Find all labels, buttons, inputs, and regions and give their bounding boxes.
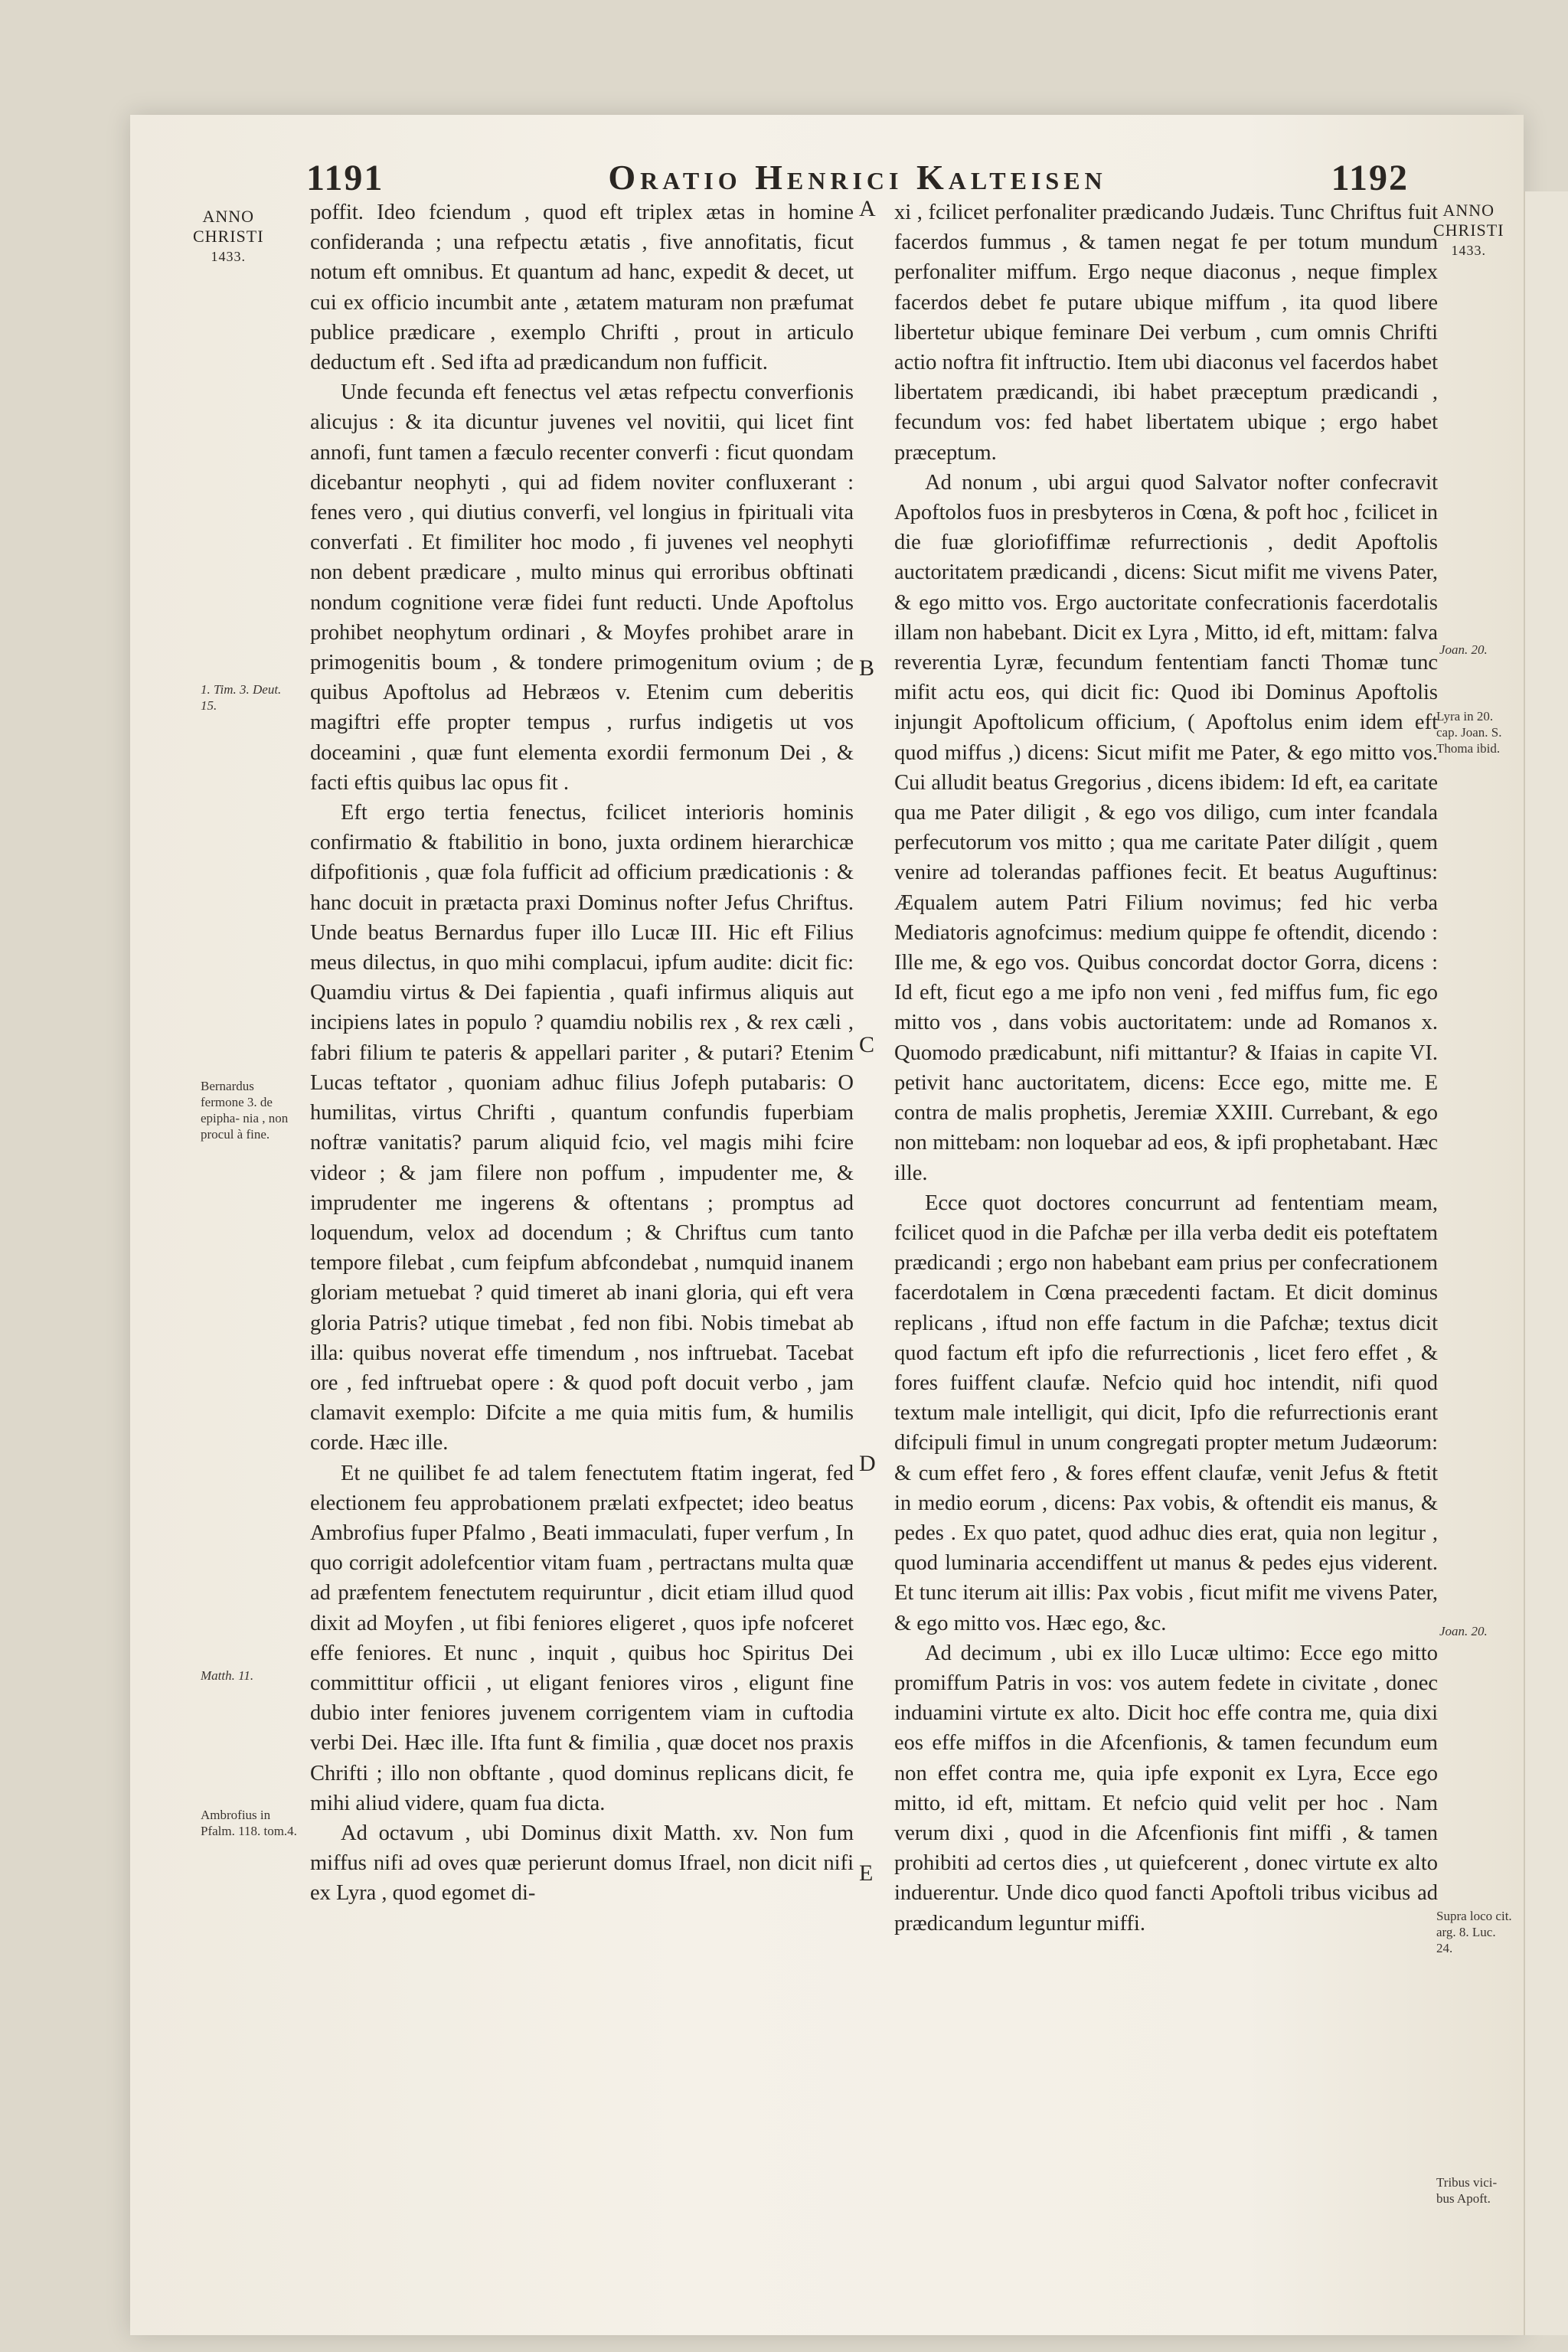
page-number-left: 1191 — [306, 158, 384, 198]
margin-note: Ambrofius in Pfalm. 118. tom.4. — [201, 1808, 297, 1838]
anno-year: 1433. — [211, 249, 247, 264]
margin-note: Joan. 20. — [1439, 642, 1488, 657]
anno-year: 1433. — [1451, 243, 1487, 258]
facing-page-edge — [1524, 191, 1568, 2335]
section-letter-c: C — [859, 1032, 875, 1057]
paragraph: xi , fcilicet perfonaliter prædicando Judæis. Tunc Chriftus fuit facerdos fummus , & tamen negat fe per totum mundum perfonaliter miffum. Ergo neque diaconus , neque fimplex facerdos debet fe putare ubique miffum , ita quod libere libertetur ubique feminare Dei verbum , cum omnis Chrifti actio noftra fit inftructio. Item ubi diaconus vel facerdos habet libertatem prædicandi, ibi habet præceptum prædicandi , fecundum vos: fed habet libertatem ubique ; ergo habet præceptum. — [894, 201, 1438, 465]
paragraph: Ecce quot doctores concurrunt ad fententiam meam, fcilicet quod in die Pafchæ per illa verba dedit eis poteftatem prædicandi ; ergo non habebant eam prius per confecrationem facerdotalem in Cœna præcedenti factam. Et dicit dominus replicans , iftud non effe factum in die Pafchæ; textus dicit quod factum eft ipfo die refurrectionis , licet fero effet , & fores fuiffent claufæ. Nefcio quid hoc intendit, nifi quod textum male intelligit, qui dicit, Ipfo die refurrectionis erant difcipuli fimul in unum congregati propter metum Judæorum: & cum effet fero , & fores effent claufæ, venit Jefus & ftetit in medio eorum , dicens: Pax vobis, & oftendit eis manus, & pedes . Ex quo patet, quod adhuc dies erat, quia non legitur , quod luminaria accendiffent ut manus & pedes ejus viderent. Et tunc iterum ait illis: Pax vobis , ficut mifit me vivens Pater, & ego mitto vos. Hæc ego, &c. — [894, 1191, 1438, 1635]
section-letter-e: E — [859, 1860, 874, 1886]
paragraph: Ad octavum , ubi Dominus dixit Matth. xv. Non fum miffus nifi ad oves quæ perierunt domus Ifrael, non dicit nifi ex Lyra , quod egomet di- — [310, 1821, 854, 1906]
section-letter-d: D — [859, 1451, 876, 1476]
margin-note: Joan. 20. — [1439, 1624, 1488, 1638]
text-column-right — [894, 198, 1438, 2249]
margin-note: Tribus vici- bus Apoft. — [1436, 2175, 1498, 2206]
text-column-left — [310, 198, 854, 2249]
paragraph: Eft ergo tertia fenectus, fcilicet interioris hominis confirmatio & ftabilitio in bono, juxta ordinem hierarchicæ difpofitionis , quæ fola fufficit ad officium prædicationis : & hanc docuit in prætacta praxi Dominus nofter Jefus Chriftus. Unde beatus Bernardus fuper illo Lucæ III. Hic eft Filius meus dilectus, in quo mihi complacui, ipfum audite: dicit fic: Quamdiu virtus & Dei fapientia , quafi infirmus aliquis aut incipiens lates in populo ? quamdiu nobilis rex , & rex cæli , fabri filium te pateris & appellari pariter , & putari? Etenim Lucas teftator , quoniam adhuc filius Jofeph putabaris: O humilitas, virtus Chrifti , quantum confundis fuperbiam noftræ vanitatis? parum aliquid fcio, vel magis mihi fcire videor ; & jam filere non poffum , impudenter me, & imprudenter me ingerens & oftentans ; promptus ad loquendum, velox ad docendum ; & Chriftus cum tanto tempore filebat , cum feipfum abfcondebat , numquid inanem gloriam metuebat ? quid timeret ab inani gloria, qui eft vera gloria Patris? utique timebat , fed non fibi. Nobis timebat ab illa: quibus noverat effe timendum , nos inftruebat. Tacebat ore , fed inftruebat opere : & quod poft docuit verbo , jam clamavit exemplo: Difcite a me quia mitis fum, & humilis corde. Hæc ille. — [310, 801, 854, 1455]
anno-label: ANNO — [202, 207, 255, 226]
page-number-right: 1192 — [1331, 158, 1409, 198]
margin-note: Bernardus fermone 3. de epipha- nia , non procul à fine. — [201, 1079, 289, 1142]
running-title: Oratio Henrici Kalteisen — [608, 158, 1107, 197]
section-letter-b: B — [859, 655, 875, 681]
paragraph: poffit. Ideo fciendum , quod eft triplex ætas in homine confideranda ; una refpectu ætatis , five annofitatis, ficut notum eft omnibus. Et quantum ad hanc, expedit & decet, ut cui ex officio incumbit ante , ætatem maturam non præfumat publice prædicare , exemplo Chrifti , prout in articulo deductum eft . Sed ifta ad prædicandum non fufficit. — [310, 201, 854, 375]
anno-christi-left — [193, 207, 264, 266]
anno-label: ANNO — [1442, 201, 1495, 220]
margin-note: Supra loco cit. arg. 8. Luc. 24. — [1436, 1909, 1512, 1955]
christi-label: CHRISTI — [1433, 220, 1504, 240]
paragraph: Ad decimum , ubi ex illo Lucæ ultimo: Ecce ego mitto promiffum Patris in vos: vos autem fedete in civitate , donec induamini virtute ex alto. Dicit hoc effe contra me, quia dixi eos effe miffos in die Afcenfionis, & tamen fecundum eum non effet contra me, quia ipfe exponit ex Lyra, Ecce ego mitto, id eft, mittam. Et nefcio quid velit per hoc . Nam verum dixi , quod in die Afcenfionis fint miffi , & tamen prohibiti ad certos dies , ut quiefcerent , donec virtute ex alto induerentur. Unde dico quod fancti Apoftoli tribus vicibus ad prædicandum leguntur miffi. — [894, 1641, 1438, 1936]
margin-note: Matth. 11. — [201, 1668, 254, 1683]
running-header — [306, 157, 1409, 203]
margin-note: Lyra in 20. cap. Joan. S. Thoma ibid. — [1436, 709, 1502, 756]
margin-note: 1. Tim. 3. Deut. 15. — [201, 682, 282, 713]
anno-christi-right — [1433, 201, 1504, 260]
paragraph: Et ne quilibet fe ad talem fenectutem ftatim ingerat, fed electionem feu approbationem prælati exfpectet; ideo beatus Ambrofius fuper Pfalmo , Beati immaculati, fuper verfum , In quo corrigit adolefcentior vitam fuam , pertractans multa quæ ad præfentem fenectutem requiruntur , dicit etiam illud quod dixit ad Moyfen , ut fibi feniores eligeret , quos ipfe nofceret effe feniores. Et nunc , inquit , quibus hoc Spiritus Dei committitur officii , ut eligant feniores viros , eligunt fine dubio inter feniores juvenem corrigentem viam in cuftodia verbi Dei. Hæc ille. Ifta funt & fimilia , quæ docet nos praxis Chrifti ; illo non obftante , quod dominus replicans dicit, fe mihi aliud videre, quam fua dicta. — [310, 1461, 854, 1815]
paragraph: Unde fecunda eft fenectus vel ætas refpectu converfionis alicujus : & ita dicuntur juvenes vel novitii, qui licet fint annofi, funt tamen a fæculo recenter converfi : ficut quondam dicebantur neophyti , qui ad fidem noviter confluxerant : fenes vero , qui diutius converfi, vel longius in fpirituali vita converfati . Et fimiliter hoc modo , fi juvenes vel neophyti non debent prædicare , multo minus qui erroribus obftinati nondum cognitione veræ fidei funt reducti. Unde Apoftolus prohibet neophytum ordinari , & Moyfes prohibet arare in primogenitis boum , & tondere primogenitum ovium ; de quibus Apoftolus ad Hebræos v. Etenim cum deberitis magiftri effe propter tempus , rurfus indigetis ut vos doceamini , quæ funt elementa exordii fermonum Dei , & facti eftis quibus lac opus fit . — [310, 381, 854, 795]
section-letter-a: A — [859, 196, 876, 221]
paragraph: Ad nonum , ubi argui quod Salvator nofter confecravit Apoftolos fuos in presbyteros in Cœna, & poft hoc , fcilicet in die fuæ gloriofiffimæ refurrectionis , dedit Apoftolis auctoritatem prædicandi , dicens: Sicut mifit me vivens Pater, & ego mitto vos. Ergo auctoritate confecrationis facerdotalis illam non habebant. Dicit ex Lyra , Mitto, id eft, mittam: falva reverentia Lyræ, fecundum fententiam fancti Thomæ tunc mifit actu eos, qui dicit fic: Quod ibi Dominus Apoftolis injungit Apoftolicum officium, ( Apoftolus enim idem eft quod miffus ,) dicens: Sicut mifit me Pater, & ego mitto vos. Cui alludit beatus Gregorius , dicens ibidem: Id eft, ea caritate qua me Pater diligit , & ego vos diligo, cum inter fcandala perfecutorum vos mitto ; qua me caritate Pater dilígit , quem venire ad tolerandas paffiones fecit. Et beatus Auguftinus: Æqualem autem Patri Filium novimus; fed hic verba Mediatoris agnofcimus: medium quippe fe oftendit, dicendo : Ille me, & ego vos. Quibus concordat doctor Gorra, dicens : Id eft, ficut ego a me ipfo non veni , fed miffus fum, fic ego mitto vos , dans vobis auctoritatem: unde ad Romanos x. Quomodo prædicabunt, nifi mittantur? & Ifaias in capite VI. petivit hanc auctoritatem, dicens: Ecce ego, mitte me. E contra de malis prophetis, Jeremiæ XXIII. Currebant, & ego non mittebam: non loquebar ad eos, & ipfi prophetabant. Hæc ille. — [894, 470, 1438, 1185]
christi-label: CHRISTI — [193, 227, 264, 246]
